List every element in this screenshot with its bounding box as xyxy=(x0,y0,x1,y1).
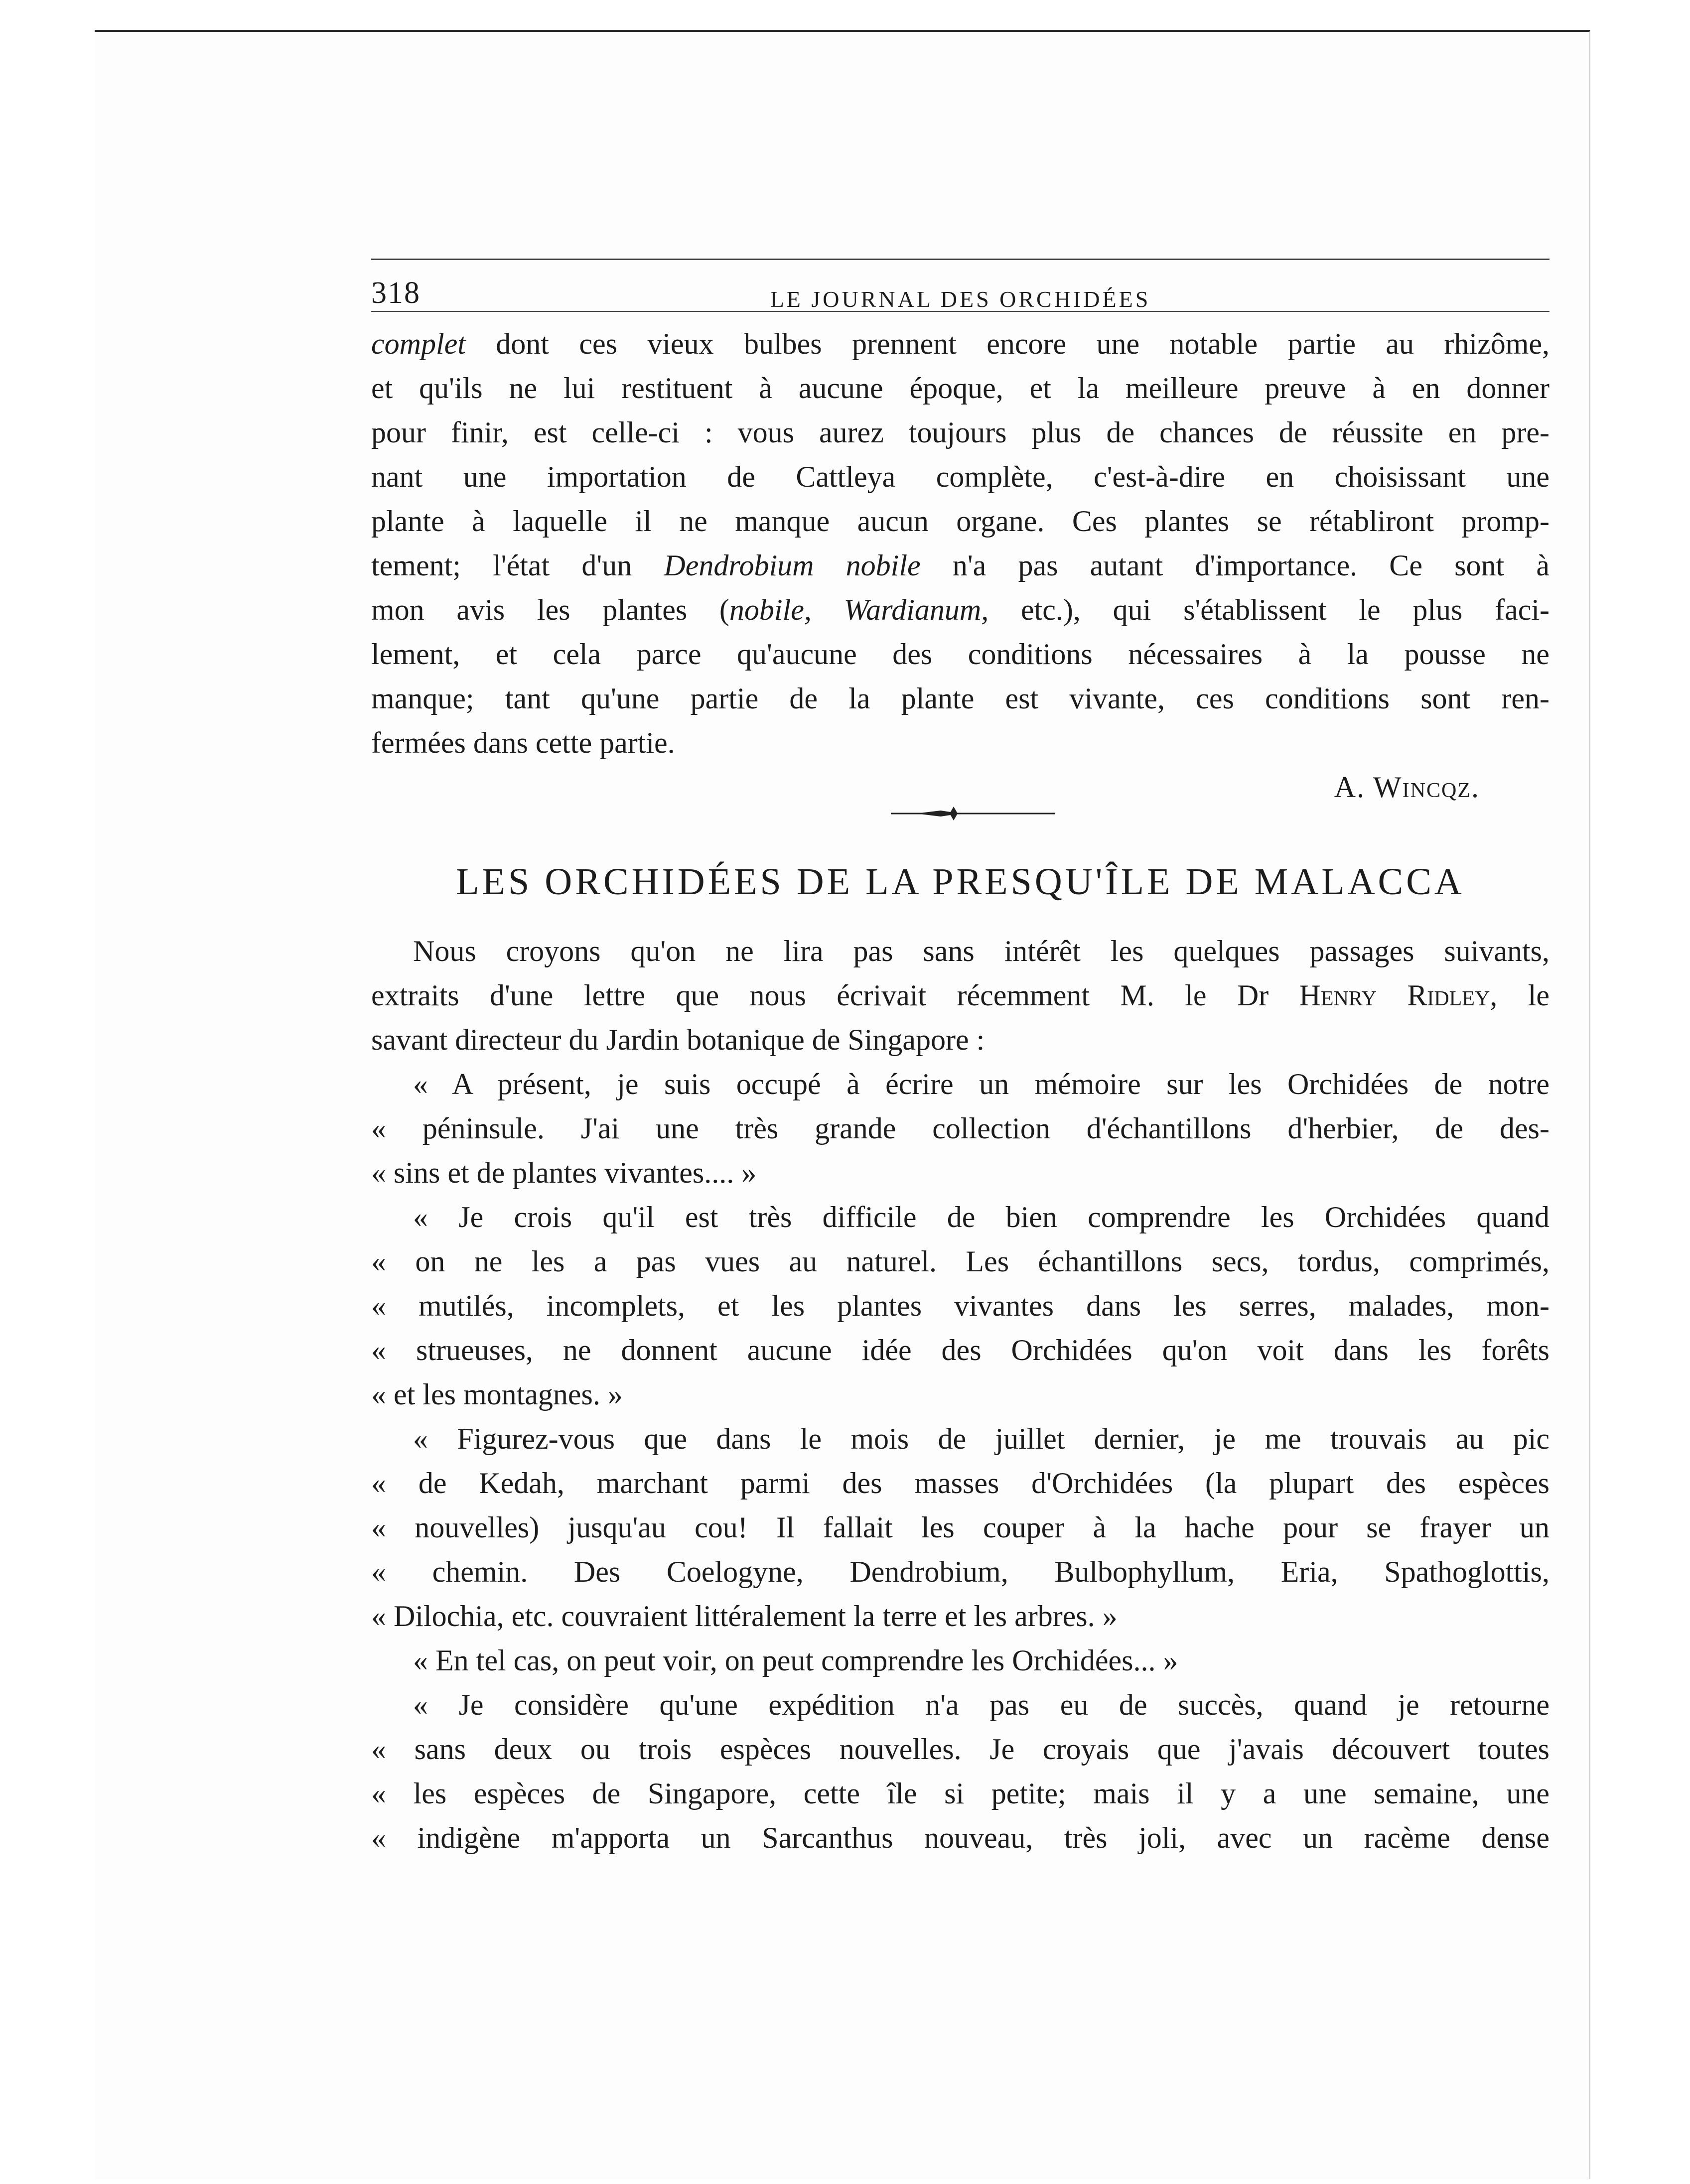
quote-line: « on ne les a pas vues au naturel. Les échantillons secs, tordus, comprimés, xyxy=(371,1245,1549,1278)
quote-line: « strueuses, ne donnent aucune idée des Orchidées qu'on voit dans les forêts xyxy=(371,1334,1549,1366)
text-line: fermées dans cette partie. xyxy=(371,726,675,759)
quote-line: « les espèces de Singapore, cette île si petite; mais il y a une semaine, une xyxy=(371,1777,1549,1810)
text-line: extraits d'une lettre que nous écrivait récemment M. le Dr Henry Ridley, le xyxy=(371,979,1549,1012)
quote-line: « mutilés, incomplets, et les plantes vivantes dans les serres, malades, mon- xyxy=(371,1289,1549,1322)
page-number: 318 xyxy=(371,276,421,310)
quote-line: « A présent, je suis occupé à écrire un mémoire sur les Orchidées de notre xyxy=(413,1068,1549,1100)
article-body xyxy=(371,929,1549,1860)
quote-line: « Je considère qu'une expédition n'a pas eu de succès, quand je retourne xyxy=(413,1688,1549,1721)
quote-line: « nouvelles) jusqu'au cou! Il fallait les couper à la hache pour se frayer un xyxy=(371,1511,1549,1544)
running-header xyxy=(371,260,1549,312)
scanned-page-sheet xyxy=(95,30,1590,2179)
quote-line: « et les montagnes. » xyxy=(371,1378,623,1411)
author-signature: A. Wincqz. xyxy=(1334,771,1480,804)
article-title: LES ORCHIDÉES DE LA PRESQU'ÎLE DE MALACCA xyxy=(456,861,1465,903)
ornament-rule-icon xyxy=(856,803,1065,822)
quote-line: « Je crois qu'il est très difficile de bien comprendre les Orchidées quand xyxy=(413,1201,1549,1233)
text-line: lement, et cela parce qu'aucune des conditions nécessaires à la pousse ne xyxy=(371,638,1549,671)
text-line: mon avis les plantes (nobile, Wardianum, etc.), qui s'établissent le plus faci- xyxy=(371,593,1549,626)
quote-line: « indigène m'apporta un Sarcanthus nouveau, très joli, avec un racème dense xyxy=(371,1821,1549,1854)
continued-article xyxy=(371,322,1549,810)
text-line: tement; l'état d'un Dendrobium nobile n'a pas autant d'importance. Ce sont à xyxy=(371,549,1549,582)
running-title: LE JOURNAL DES ORCHIDÉES xyxy=(770,286,1151,312)
quote-line: « chemin. Des Coelogyne, Dendrobium, Bulbophyllum, Eria, Spathoglottis, xyxy=(371,1555,1549,1588)
quote-line: « Figurez-vous que dans le mois de juillet dernier, je me trouvais au pic xyxy=(413,1422,1549,1455)
text-line: savant directeur du Jardin botanique de Singapore : xyxy=(371,1023,985,1056)
quote-line: « sins et de plantes vivantes.... » xyxy=(371,1156,757,1189)
quote-line: « En tel cas, on peut voir, on peut comprendre les Orchidées... » xyxy=(413,1644,1178,1677)
text-line: nant une importation de Cattleya complète, c'est-à-dire en choisissant une xyxy=(371,460,1549,493)
quote-line: « péninsule. J'ai une très grande collection d'échantillons d'herbier, de des- xyxy=(371,1112,1549,1145)
quote-line: « Dilochia, etc. couvraient littéralement la terre et les arbres. » xyxy=(371,1600,1118,1633)
text-line: plante à laquelle il ne manque aucun organe. Ces plantes se rétabliront promp- xyxy=(371,505,1549,538)
text-line: Nous croyons qu'on ne lira pas sans intérêt les quelques passages suivants, xyxy=(413,935,1549,967)
quote-line: « de Kedah, marchant parmi des masses d'Orchidées (la plupart des espèces xyxy=(371,1467,1549,1500)
text-line: complet dont ces vieux bulbes prennent encore une notable partie au rhizôme, xyxy=(371,327,1549,360)
text-line: manque; tant qu'une partie de la plante est vivante, ces conditions sont ren- xyxy=(371,682,1549,715)
journal-page xyxy=(371,259,1549,1860)
text-line: pour finir, est celle-ci : vous aurez toujours plus de chances de réussite en pre- xyxy=(371,416,1549,449)
quote-line: « sans deux ou trois espèces nouvelles. Je croyais que j'avais découvert toutes xyxy=(371,1733,1549,1766)
text-line: et qu'ils ne lui restituent à aucune époque, et la meilleure preuve à en donner xyxy=(371,372,1549,405)
